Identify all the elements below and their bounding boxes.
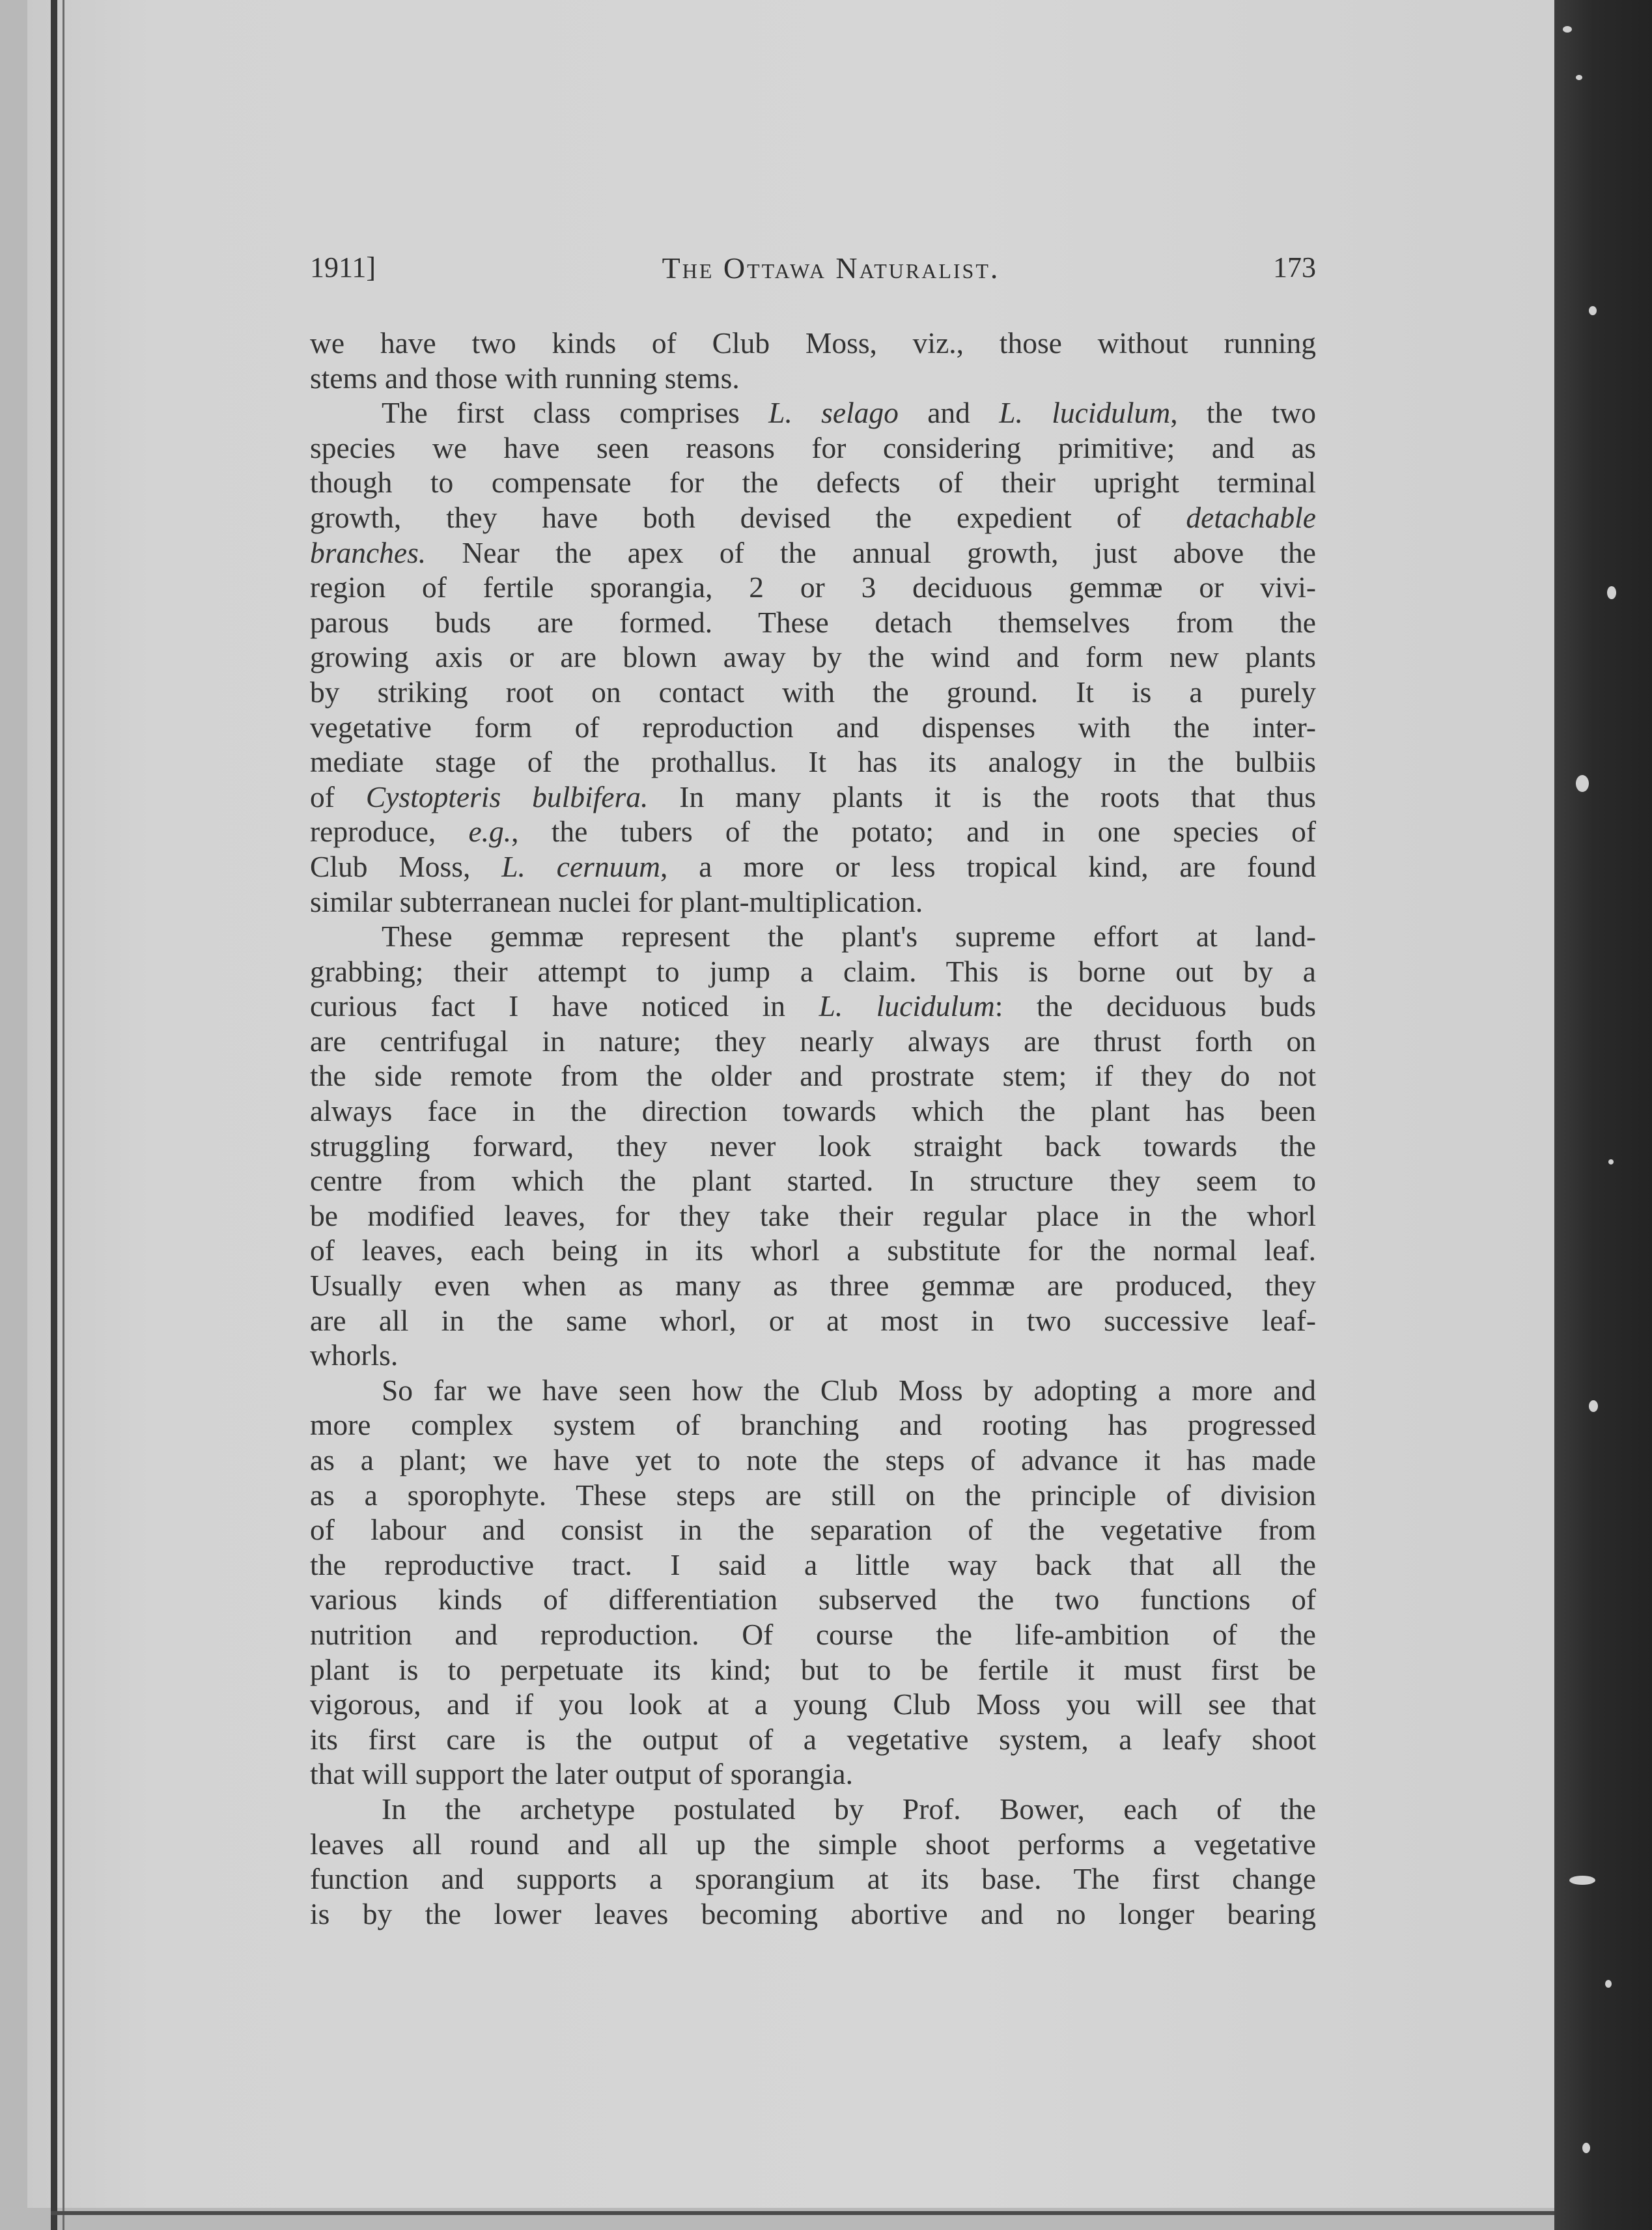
text-line: whorls. [310, 1338, 399, 1372]
text-line: we have two kinds of Club Moss, viz., those without running [310, 326, 1316, 360]
text-line: of labour and consist in the separation of the vegetative from [310, 1513, 1316, 1547]
dust-speck [1582, 2143, 1590, 2153]
header-year: 1911] [310, 251, 376, 283]
text-line: of Cystopteris bulbifera. In many plants it is the roots that thus [310, 780, 1317, 813]
text-line: parous buds are formed. These detach themselves from the [310, 605, 1316, 639]
article-body [310, 326, 1316, 1931]
text-line: various kinds of differentiation subserved the two functions of [310, 1583, 1316, 1616]
text-line: function and supports a sporangium at its base. The first change [310, 1862, 1316, 1896]
text-line: are all in the same whorl, or at most in two successive leaf- [310, 1303, 1316, 1337]
text-line: are centrifugal in nature; they nearly always are thrust forth on [310, 1024, 1316, 1058]
dust-speck [1589, 1400, 1598, 1412]
dust-speck [1605, 1980, 1612, 1988]
text-line: The first class comprises L. selago and L. lucidulum, the two [382, 396, 1316, 430]
text-line: nutrition and reproduction. Of course the life-ambition of the [310, 1617, 1316, 1651]
running-header [310, 251, 1316, 296]
text-line: as a plant; we have yet to note the steps of advance it has made [310, 1443, 1316, 1476]
text-line: These gemmæ represent the plant's supreme effort at land- [382, 920, 1316, 953]
text-line: of leaves, each being in its whorl a substitute for the normal leaf. [310, 1234, 1316, 1267]
text-line: vegetative form of reproduction and dispenses with the inter- [310, 710, 1316, 744]
dust-speck [1608, 1159, 1614, 1164]
binding-edge-inner [63, 0, 64, 2230]
text-line: be modified leaves, for they take their regular place in the whorl [310, 1198, 1316, 1232]
text-line: branches. Near the apex of the annual growth, just above the [310, 535, 1316, 569]
text-line: the reproductive tract. I said a little way back that all the [310, 1547, 1316, 1581]
text-line: though to compensate for the defects of their upright terminal [310, 466, 1316, 500]
dust-speck [1576, 75, 1582, 80]
dust-speck [1607, 586, 1616, 599]
text-line: species we have seen reasons for considering primitive; and as [310, 430, 1316, 464]
text-line: mediate stage of the prothallus. It has its analogy in the bulbiis [310, 745, 1316, 779]
scanner-dark-margin [1554, 0, 1652, 2230]
text-line: that will support the later output of sporangia. [310, 1757, 853, 1791]
text-line: Club Moss, L. cernuum, a more or less tropical kind, are found [310, 849, 1316, 883]
text-line: curious fact I have noticed in L. lucidulum: the deciduous buds [310, 989, 1316, 1023]
text-line: Usually even when as many as three gemmæ are produced, they [310, 1269, 1316, 1303]
text-line: grabbing; their attempt to jump a claim. This is borne out by a [310, 954, 1316, 988]
text-line: reproduce, e.g., the tubers of the potato; and in one species of [310, 815, 1317, 849]
text-line: struggling forward, they never look straight back towards the [310, 1129, 1316, 1163]
text-line: leaves all round and all up the simple shoot performs a vegetative [310, 1827, 1316, 1861]
text-line: growing axis or are blown away by the wind and form new plants [310, 640, 1316, 674]
text-line: In the archetype postulated by Prof. Bower, each of the [382, 1792, 1316, 1826]
dust-speck [1589, 306, 1597, 315]
dust-speck [1569, 1876, 1595, 1885]
text-line: plant is to perpetuate its kind; but to be fertile it must first be [310, 1652, 1316, 1686]
text-line: as a sporophyte. These steps are still on the principle of division [310, 1478, 1316, 1512]
text-line: the side remote from the older and prostrate stem; if they do not [310, 1059, 1316, 1093]
text-line: similar subterranean nuclei for plant-multiplication. [310, 884, 923, 918]
text-line: is by the lower leaves becoming abortive and no longer bearing [310, 1897, 1316, 1930]
text-line: stems and those with running stems. [310, 361, 740, 395]
journal-title: The Ottawa Naturalist. [662, 251, 1000, 285]
text-line: vigorous, and if you look at a young Club Moss you will see that [310, 1687, 1316, 1721]
binding-edge [51, 0, 57, 2230]
text-line: by striking root on contact with the ground. It is a purely [310, 675, 1316, 709]
dust-speck [1563, 26, 1572, 33]
text-line: always face in the direction towards which the plant has been [310, 1094, 1316, 1128]
text-line: region of fertile sporangia, 2 or 3 deciduous gemmæ or vivi- [310, 571, 1316, 604]
text-line: So far we have seen how the Club Moss by adopting a more and [382, 1373, 1316, 1407]
text-line: growth, they have both devised the expedient of detachable [310, 500, 1316, 534]
text-line: centre from which the plant started. In structure they seem to [310, 1164, 1316, 1198]
text-line: more complex system of branching and rooting has progressed [310, 1408, 1316, 1442]
dust-speck [1576, 775, 1589, 792]
page-bottom-edge [51, 2211, 1555, 2215]
text-line: its first care is the output of a vegetative system, a leafy shoot [310, 1722, 1316, 1756]
page-number: 173 [1273, 251, 1316, 283]
